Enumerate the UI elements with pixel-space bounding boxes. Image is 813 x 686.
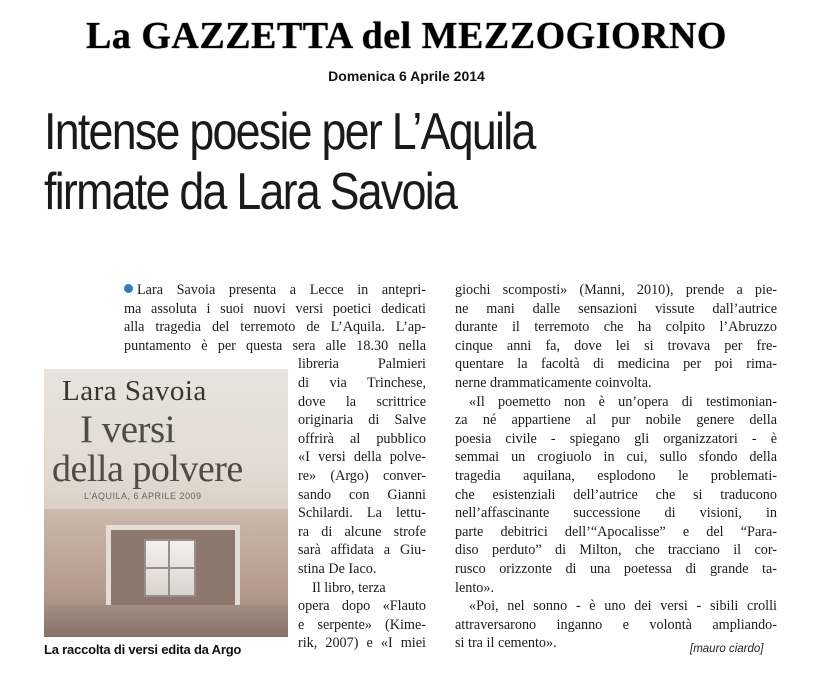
text-line: quentare la facoltà di medicina per poi rima-: [455, 356, 777, 373]
text-line: giochi scomposti» (Manni, 2010), prende a pie-: [455, 282, 777, 298]
text-line: originaria di Salve: [298, 412, 426, 429]
text-line: za né appartiene al pur nobile genere della: [455, 412, 777, 429]
cover-floor: [44, 605, 288, 637]
text-line: offrirà al pubblico: [298, 430, 426, 447]
cover-edition: L’AQUILA, 6 APRILE 2009: [84, 491, 202, 501]
headline-line-2: firmate da Lara Savoia: [44, 163, 457, 221]
text-line: semmai un crogiuolo in cui, sullo sfondo della: [455, 449, 777, 466]
article-headline: [44, 102, 698, 222]
text-line: dove la scrittrice: [298, 393, 426, 410]
text-line: ne mani dalle sensazioni vissute dall’autrice: [455, 300, 777, 317]
column-1-side: [298, 355, 426, 653]
text-line: sando con Gianni: [298, 486, 426, 503]
column-2: [455, 281, 777, 653]
text-line: lento».: [455, 579, 495, 596]
text-line: stina De Iaco.: [298, 560, 377, 577]
text-line: che esistenziali dell’autrice che si traducono: [455, 486, 777, 503]
text-line: e serpente» (Kime-: [298, 616, 426, 633]
cover-author: Lara Savoia: [62, 375, 207, 407]
text-line: Il libro, terza: [312, 579, 386, 596]
text-line: tragedia aquilana, esplodono le problemati-: [455, 467, 777, 484]
text-line: opera dopo «Flauto: [298, 598, 426, 615]
text-line: cinque anni fa, dove lei si trovava per fre-: [455, 337, 777, 354]
cover-title-line-1: I versi: [80, 408, 176, 451]
text-line: re» (Argo) conver-: [298, 467, 426, 484]
text-line: rusco orizzonte di una poetessa di grande ta-: [455, 560, 777, 577]
text-line: alla tragedia del terremoto de L’Aquila. L’ap-: [124, 319, 426, 336]
column-1-top: [124, 281, 426, 355]
text-line: «Poi, nel sonno - è uno dei versi - sibili crolli: [469, 598, 777, 615]
image-caption: La raccolta di versi edita da Argo: [44, 642, 242, 657]
text-line: Schilardi. La lettu-: [298, 505, 426, 522]
text-line: ma assoluta i suoi nuovi versi poetici dedicati: [124, 300, 426, 317]
text-line: «Il poemetto non è un’opera di testimonian-: [469, 393, 777, 410]
text-line: nell’affascinante successione di visioni, in: [455, 505, 777, 522]
text-line: poesia civile - spiegano gli organizzatori - è: [455, 430, 777, 447]
publication-date: Domenica 6 Aprile 2014: [328, 68, 485, 84]
text-line: parte debitrici dell’“Apocalisse” e del “Para-: [455, 523, 777, 540]
bullet-icon: [124, 284, 133, 293]
text-line: diso perduto” di Milton, che tracciano il cor-: [455, 542, 777, 559]
text-line: rik, 2007) e «I miei: [298, 635, 426, 652]
cover-title-line-2: della polvere: [52, 448, 243, 490]
headline-line-1: Intense poesie per L’Aquila: [44, 103, 535, 161]
text-line: sarà affidata a Giu-: [298, 542, 426, 559]
text-line: ra di alcune strofe: [298, 523, 426, 540]
text-line: nerne drammaticamente coinvolta.: [455, 374, 652, 391]
text-line: durante il terremoto che ha colpito l’Abruzzo: [455, 319, 777, 336]
author-signature: [mauro ciardo]: [690, 643, 764, 655]
text-line: attraversarono inganno e volontà ampliando-: [455, 616, 777, 633]
text-line: Lara Savoia presenta a Lecce in antepri-: [124, 281, 426, 300]
text-line: di via Trinchese,: [298, 374, 426, 391]
text-line: «I versi della polve-: [298, 449, 426, 466]
text-line: si tra il cemento».: [455, 635, 557, 652]
text-line: libreria Palmieri: [298, 356, 426, 373]
book-cover-image: [44, 369, 288, 637]
text-line: puntamento è per questa sera alle 18.30 nella: [124, 337, 426, 354]
newspaper-masthead: La GAZZETTA del MEZZOGIORNO: [86, 15, 727, 57]
cover-window: [144, 539, 196, 597]
